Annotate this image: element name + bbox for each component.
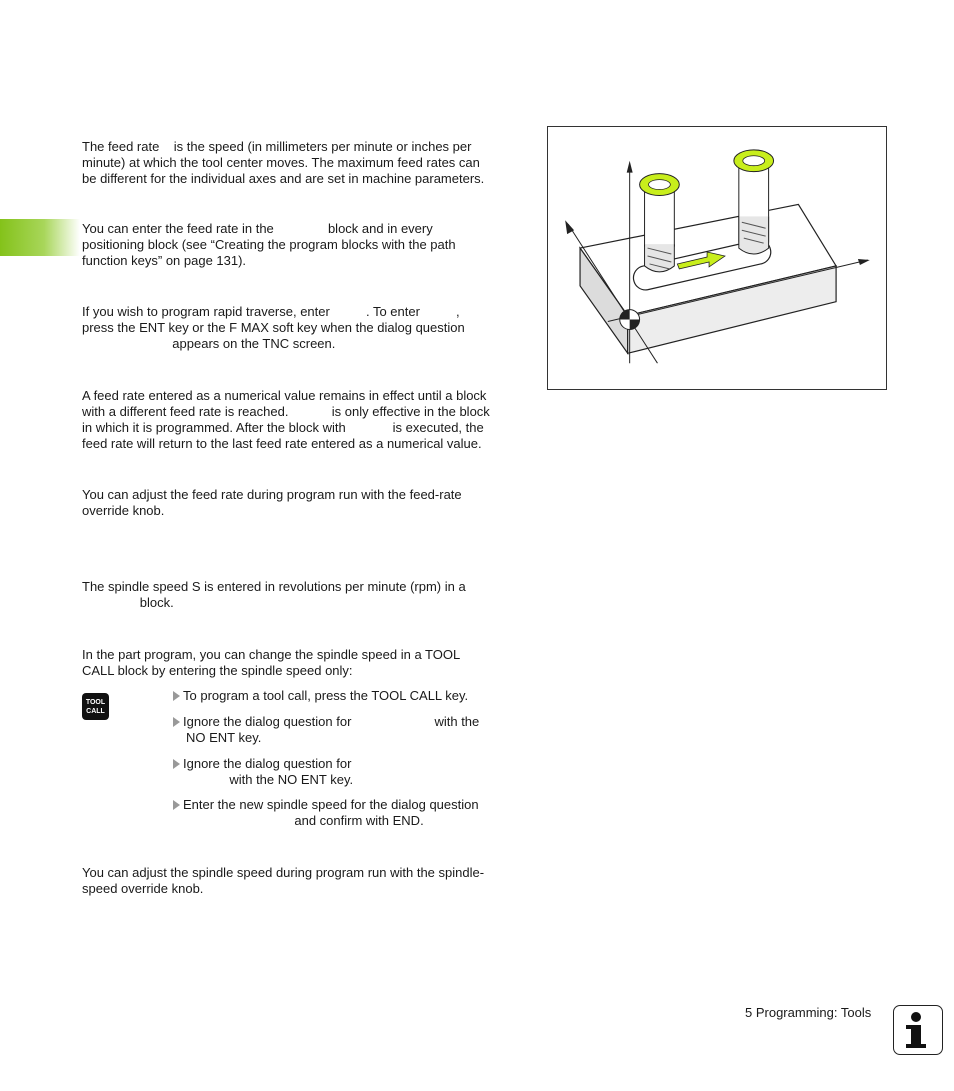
step-text: Ignore the dialog question for xyxy=(183,756,352,771)
feed-rate-intro-paragraph xyxy=(82,139,528,187)
key-label-line: TOOL xyxy=(85,698,106,706)
step-text: Enter the new spindle speed for the dialog question xyxy=(183,797,479,812)
step-item xyxy=(173,756,533,788)
spindle-speed-change-paragraph xyxy=(82,647,528,679)
step-text: with the NO ENT key. xyxy=(186,772,354,787)
step-item xyxy=(173,688,533,704)
spindle-speed-override-paragraph xyxy=(82,865,528,897)
tool-call-key-icon xyxy=(82,693,109,720)
feed-rate-input-paragraph xyxy=(82,221,528,269)
text-line: A feed rate entered as a numerical value remains in effect until a block xyxy=(82,388,487,403)
step-text: Ignore the dialog question for with the xyxy=(183,714,480,729)
text-line: appears on the TNC screen. xyxy=(82,336,336,351)
spindle-speed-intro-paragraph xyxy=(82,579,528,611)
info-icon-dot xyxy=(911,1012,921,1022)
step-item xyxy=(173,714,533,746)
step-triangle-icon xyxy=(173,717,180,727)
info-icon xyxy=(893,1005,943,1055)
text-line: In the part program, you can change the spindle speed in a TOOL xyxy=(82,647,461,662)
step-triangle-icon xyxy=(173,691,180,701)
x-axis-arrowhead xyxy=(858,259,870,265)
text-line: function keys” on page 131). xyxy=(82,253,247,268)
text-line: positioning block (see “Creating the program blocks with the path xyxy=(82,237,456,252)
milling-illustration xyxy=(547,126,887,390)
text-line: in which it is programmed. After the block with is executed, the xyxy=(82,420,484,435)
text-line: The feed rate is the speed (in millimeters per minute or inches per xyxy=(82,139,472,154)
text-line: minute) at which the tool center moves. The maximum feed rates can xyxy=(82,155,480,170)
key-label-line: CALL xyxy=(86,707,105,715)
milling-illustration-svg xyxy=(548,127,886,389)
text-line: You can enter the feed rate in the block and in every xyxy=(82,221,433,236)
left-rotation-center xyxy=(649,180,671,190)
text-line: speed override knob. xyxy=(82,881,204,896)
step-triangle-icon xyxy=(173,800,180,810)
chapter-tab-marker xyxy=(0,219,80,256)
text-line: press the ENT key or the F MAX soft key when the dialog question xyxy=(82,320,465,335)
text-line: You can adjust the feed rate during program run with the feed-rate xyxy=(82,487,462,502)
step-triangle-icon xyxy=(173,759,180,769)
step-text: To program a tool call, press the TOOL CALL key. xyxy=(183,688,469,703)
text-line: CALL block by entering the spindle speed only: xyxy=(82,663,353,678)
text-line: If you wish to program rapid traverse, enter . To enter , xyxy=(82,304,460,319)
text-line: The spindle speed S is entered in revolutions per minute (rpm) in a xyxy=(82,579,466,594)
right-rotation-center xyxy=(743,156,765,166)
text-line: block. xyxy=(82,595,174,610)
step-text: and confirm with END. xyxy=(186,813,424,828)
text-line: with a different feed rate is reached. is only effective in the block xyxy=(82,404,490,419)
z-axis-arrowhead xyxy=(627,161,633,173)
chapter-footer-label: 5 Programming: Tools xyxy=(745,1005,872,1020)
step-item xyxy=(173,797,533,829)
right-tool-flutes xyxy=(739,216,769,254)
step-text: NO ENT key. xyxy=(186,730,262,745)
text-line: feed rate will return to the last feed rate entered as a numerical value. xyxy=(82,436,482,451)
rapid-traverse-paragraph xyxy=(82,304,528,352)
feed-rate-override-paragraph xyxy=(82,487,528,519)
info-icon-base xyxy=(906,1044,926,1048)
text-line: be different for the individual axes and are set in machine parameters. xyxy=(82,171,485,186)
text-line: override knob. xyxy=(82,503,165,518)
text-line: You can adjust the spindle speed during program run with the spindle- xyxy=(82,865,485,880)
feed-rate-duration-paragraph xyxy=(82,388,528,452)
